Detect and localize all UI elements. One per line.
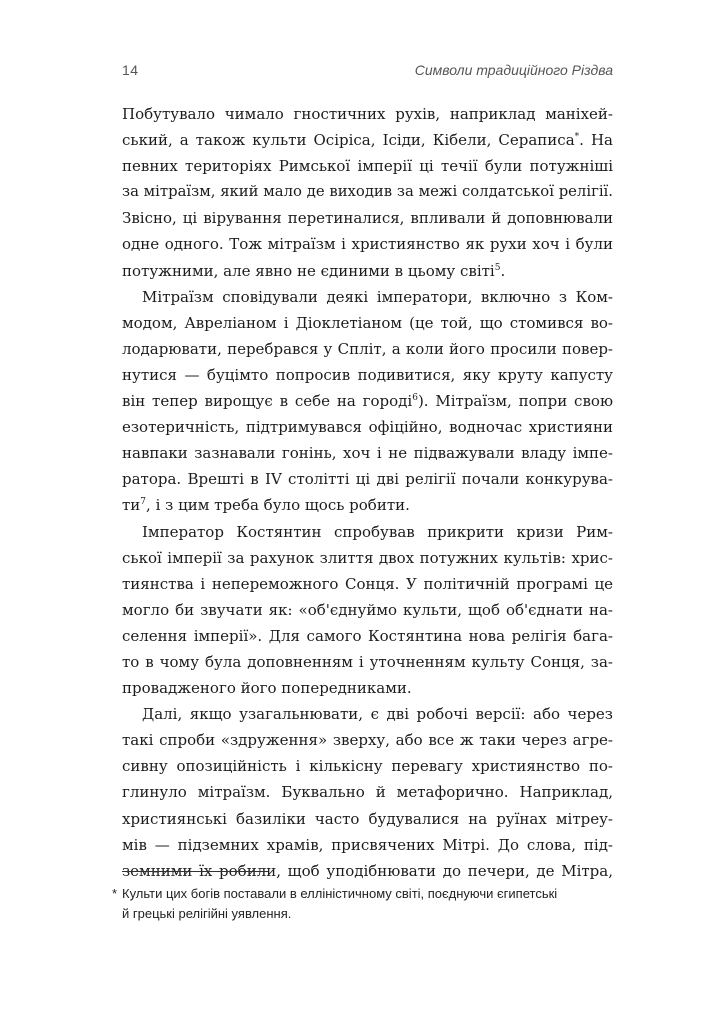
text-line: мів — підземних храмів, присвячених Мітрі. До слова, під- [122, 835, 613, 854]
footnote-mark: * [112, 886, 118, 901]
text-line: ський, а також культи Осіріса, Ісіди, Кібели, Сераписа*. На [122, 131, 614, 150]
footnote-divider [122, 871, 268, 872]
text-line: християнські базиліки часто будувалися на руїнах мітреу- [122, 809, 613, 828]
footnote-line: й грецькі релігійні уявлення. [122, 906, 292, 921]
page-number: 14 [122, 62, 139, 78]
text-line: лодарювати, перебрався у Спліт, а коли його просили повер- [122, 339, 613, 358]
text-line: Побутувало чимало гностичних рухів, наприклад маніхей- [122, 105, 613, 123]
text-line: глинуло мітраїзм. Буквально й метафорично. Наприклад, [122, 783, 613, 802]
running-head [122, 62, 613, 84]
body-text [122, 101, 613, 884]
text-line: тиянства і непереможного Сонця. У політичній програмі це [122, 574, 613, 593]
text-line: за мітраїзм, який мало де виходив за межі солдатської релігії. [122, 183, 613, 201]
text-line: потужними, але явно не єдиними в цьому світі$^5$. [122, 261, 506, 280]
text-line: могло би звучати як: «об'єднуймо культи, щоб об'єднати на- [122, 600, 613, 619]
text-line: сивну опозиційність і кількісну перевагу християнство по- [122, 757, 613, 776]
text-line: $ти^7$, і з цим треба було щось робити. [122, 496, 410, 515]
footnote [112, 884, 613, 924]
text-line: Звісно, ці вірування перетиналися, впливали й доповнювали [122, 209, 613, 228]
footnote-ref: * [574, 132, 580, 143]
text-line: модом, Авреліаном і Діоклетіаном (це той, що стомився во- [122, 313, 613, 332]
text-line: Імператор Костянтин спробував прикрити кризи Рим- [142, 522, 613, 541]
text-line: селення імперії». Для самого Костянтина нова релігія бага- [122, 626, 613, 645]
footnote-line: Культи цих богів поставали в елліністичному світі, поєднуючи єгипетські [122, 886, 558, 901]
text-line: одне одного. Тож мітраїзм і християнство як рухи хоч і були [122, 235, 613, 254]
text-line: Далі, якщо узагальнювати, є дві робочі версії: або через [142, 705, 613, 724]
endnote-ref: 6 [412, 393, 418, 404]
text-line: певних територіях Римської імперії ці течії були потужніші [122, 157, 613, 176]
text-line: навпаки зазнавали гонінь, хоч і не підважували владу імпе- [122, 444, 613, 463]
text-line: нутися — буцімто попросив подивитися, яку круту капусту [122, 365, 613, 384]
text-line: ської імперії за рахунок злиття двох потужних культів: хрис- [122, 548, 613, 567]
running-title: Символи традиційного Різдва [414, 62, 613, 78]
endnote-ref: 5 [494, 262, 501, 273]
text-line: земними їх робили, щоб уподібнювати до печери, де Мітра, [122, 861, 613, 880]
endnote-ref: 7 [140, 497, 147, 508]
text-line: такі спроби «здруження» зверху, або все ж таки через агре- [122, 731, 613, 750]
text-line: провадженого його попередниками. [122, 679, 412, 698]
text-line: то в чому була доповненням і уточненням культу Сонця, за- [122, 652, 613, 671]
text-line: езотеричність, підтримувався офіційно, водночас християни [122, 418, 613, 437]
text-line: він тепер вирощує в себе на городі$^6$). Мітраїзм, попри свою [122, 392, 613, 411]
text-line: Мітраїзм сповідували деякі імператори, включно з Ком- [142, 287, 613, 306]
text-line: ратора. Врешті в IV столітті ці дві релігії почали конкурува- [122, 470, 613, 489]
